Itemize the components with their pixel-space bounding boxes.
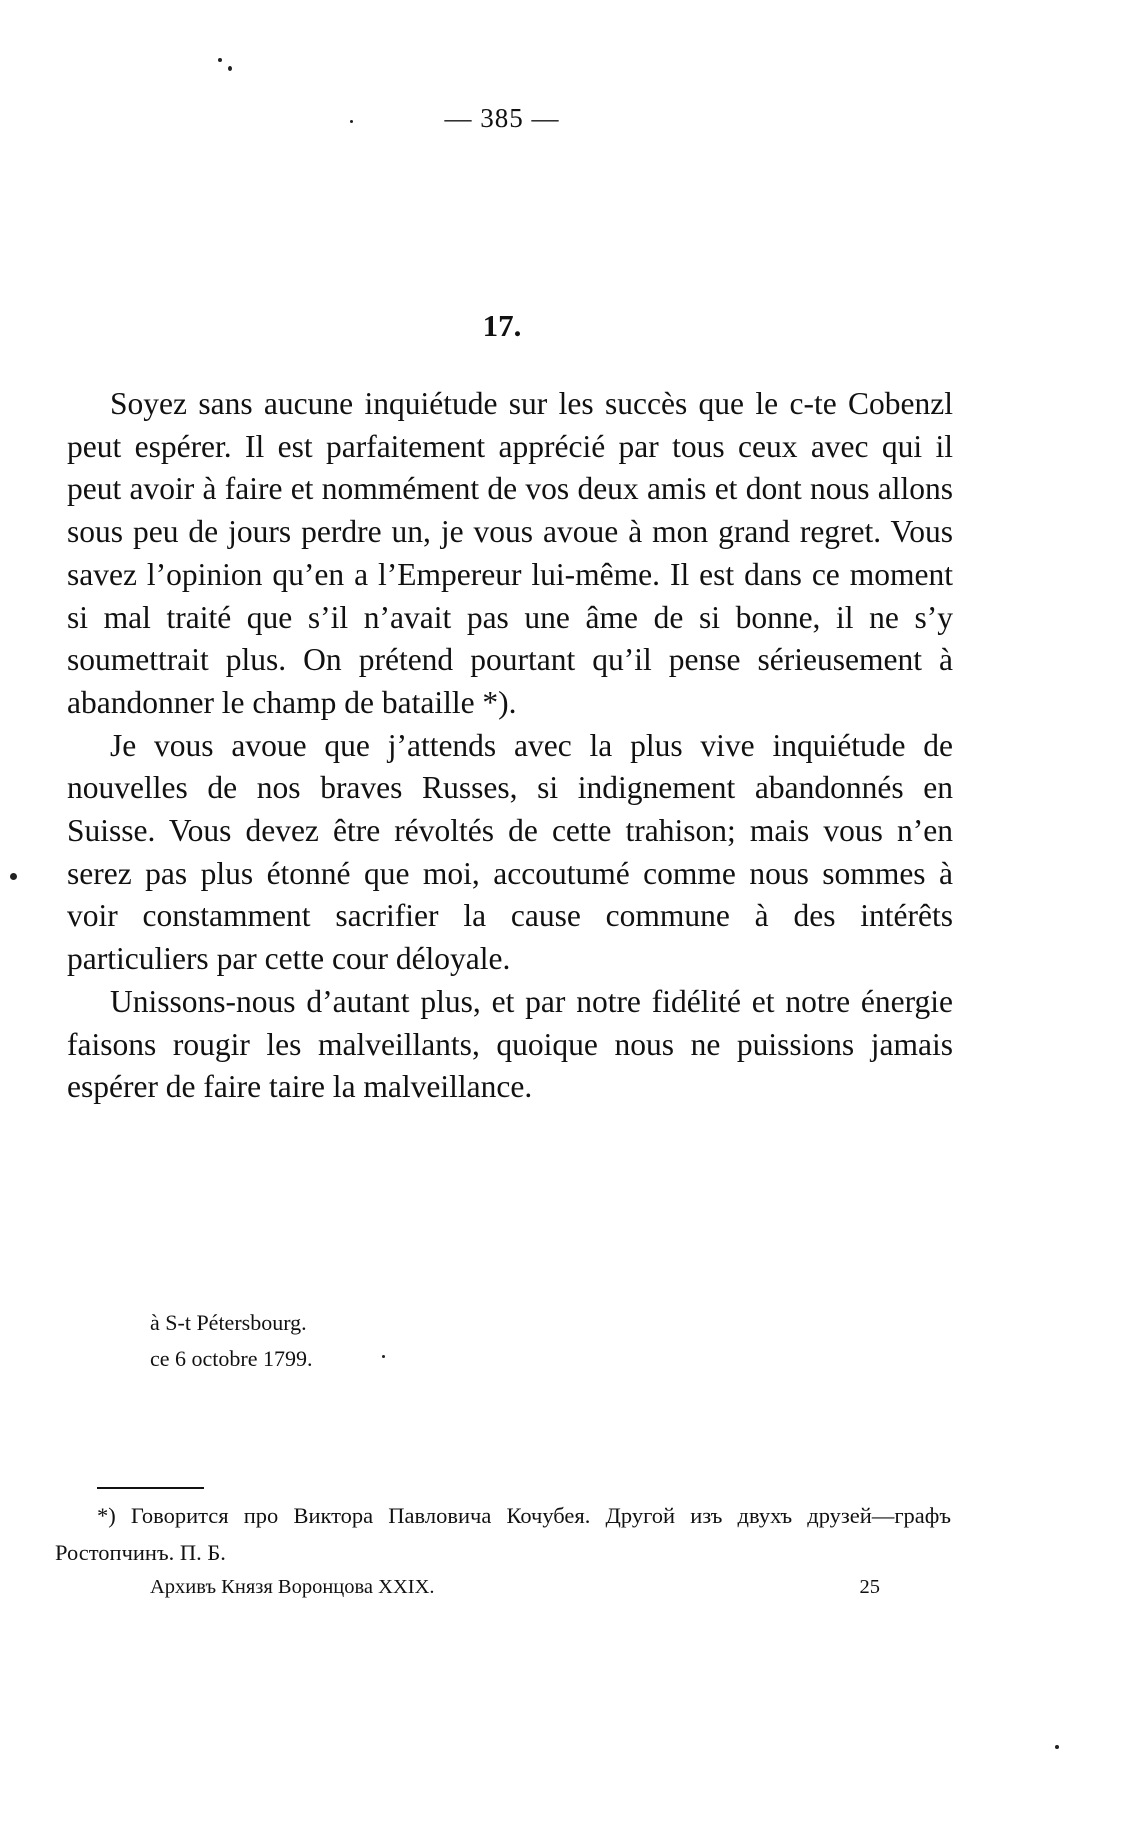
scan-speck (10, 873, 17, 880)
page-footer (150, 1576, 880, 1599)
scan-speck (228, 66, 232, 71)
scan-speck (1055, 1745, 1059, 1749)
scan-speck (350, 120, 353, 123)
signature-mark: 25 (859, 1576, 880, 1598)
letter-number: 17. (482, 308, 522, 343)
page-number: — 385 — (444, 103, 560, 133)
signoff-date: ce 6 octobre 1799. (150, 1346, 313, 1371)
footnote (55, 1497, 951, 1571)
paragraph-1: Soyez sans aucune inquiétude sur les succès que le c-te Cobenzl peut espérer. Il est parfaitement apprécié par tous ceux avec qui il peut avoir à faire et nommément de vos deux amis et dont nous allons sous peu de jours perdre un, je vous avoue à mon grand regret. Vous savez l’opinion qu’en a l’Empereur lui-même. Il est dans ce moment si mal traité que s’il n’avait pas une âme de si bonne, il ne s’y soumettrait plus. On prétend pourtant qu’il pense sérieusement à abandonner le champ de bataille *). (67, 386, 953, 720)
footnote-rule (97, 1487, 204, 1489)
archive-title: Архивъ Князя Воронцова XXIX. (150, 1576, 435, 1598)
signoff-place: à S-t Pétersbourg. (150, 1310, 307, 1335)
scan-speck (382, 1355, 385, 1358)
paragraph-2: Je vous avoue que j’attends avec la plus vive inquiétude de nouvelles de nos braves Russes, si indignement abandonnés en Suisse. Vous devez être révoltés de cette trahison; mais vous n’en serez pas plus étonné que moi, accoutumé comme nous sommes à voir constamment sacrifier la cause commune à des intérêts particuliers par cette cour déloyale. (67, 727, 953, 977)
footnote-text: *) Говорится про Виктора Павловича Кочубея. Другой изъ двухъ друзей—графъ Ростопчинъ. П. Б. (55, 1503, 951, 1565)
scan-speck (218, 58, 222, 62)
letter-body (67, 383, 953, 1109)
signoff (150, 1305, 313, 1377)
paragraph-3: Unissons-nous d’autant plus, et par notre fidélité et notre énergie faisons rougir les malveillants, quoique nous ne puissions jamais espérer de faire taire la malveillance. (67, 983, 953, 1105)
